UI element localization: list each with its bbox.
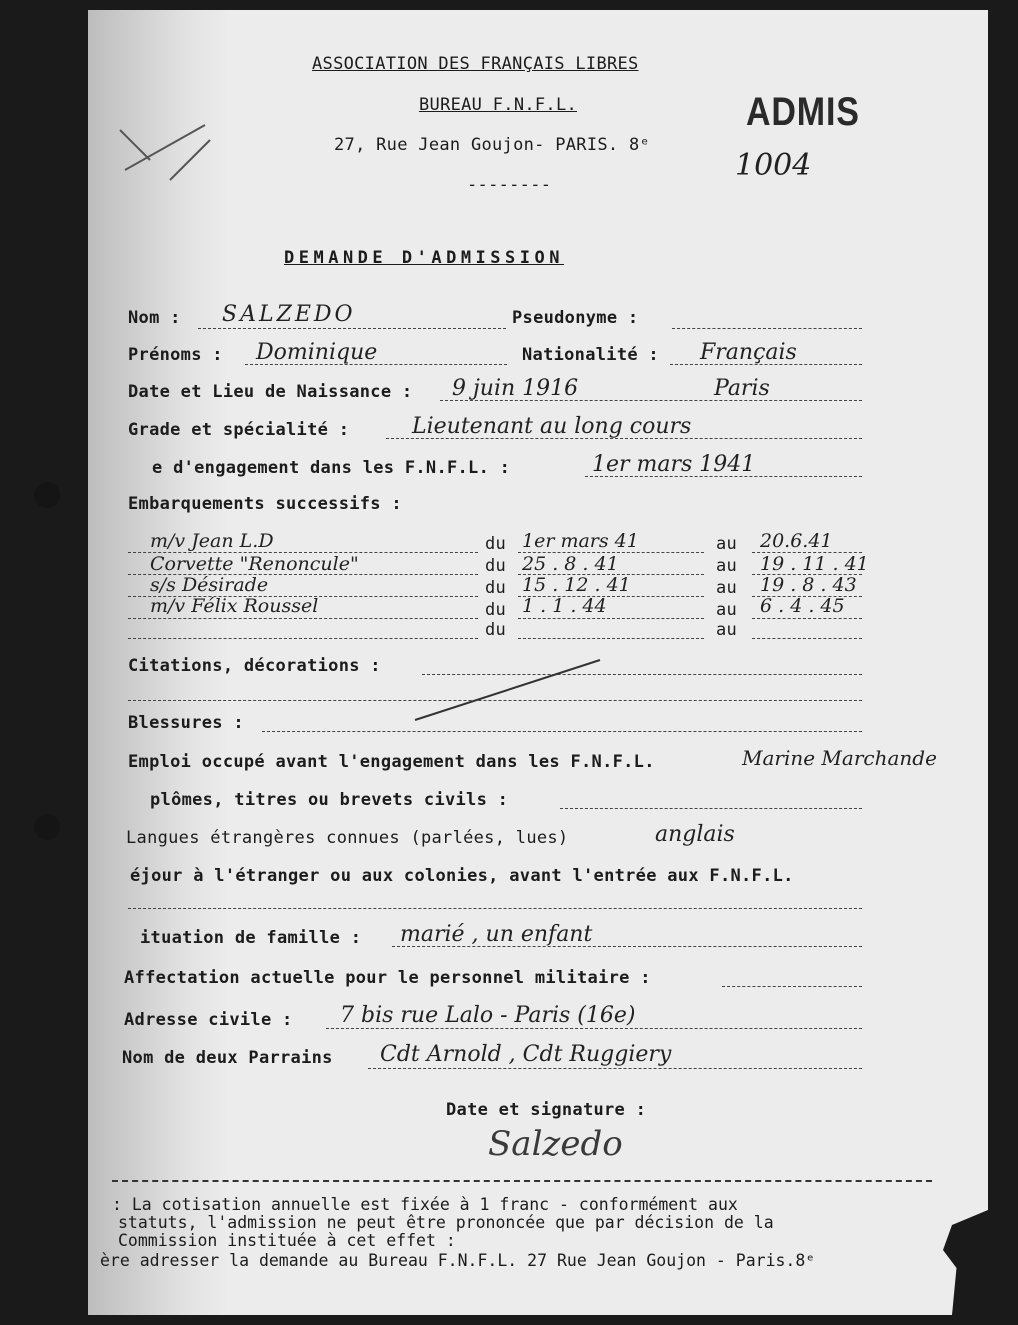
bureau-name: BUREAU F.N.F.L. [419,95,578,115]
au-line [752,618,862,619]
adresse-value: 7 bis rue Lalo - Paris (16e) [340,1003,636,1028]
parrains-value: Cdt Arnold , Cdt Ruggiery [380,1042,672,1067]
header-separator: -------- [467,175,552,195]
bureau-address: 27, Rue Jean Goujon- PARIS. 8ᵉ [334,135,651,155]
emploi-value: Marine Marchande [742,746,937,770]
sejour-label: éjour à l'étranger ou aux colonies, avant l'entrée aux F.N.F.L. [130,866,794,886]
nom-value: SALZEDO [222,302,356,327]
blessures-label: Blessures : [128,713,244,733]
punch-hole-bottom [34,814,60,840]
famille-value: marié , un enfant [400,922,593,947]
pseudonyme-label: Pseudonyme : [512,308,639,328]
embarquements-label: Embarquements successifs : [128,494,402,514]
ship-name: m/v Jean L.D [150,530,274,552]
association-name: ASSOCIATION DES FRANÇAIS LIBRES [312,54,639,74]
du-value: 15 . 12 . 41 [522,574,631,596]
affectation-label: Affectation actuelle pour le personnel militaire : [124,968,651,988]
famille-label: ituation de famille : [140,928,362,948]
du-line [518,638,704,639]
citations-label: Citations, décorations : [128,656,381,676]
du-label: du [485,600,507,620]
emploi-label: Emploi occupé avant l'engagement dans les F.N.F.L. [128,752,655,772]
nationalite-value: Français [700,340,797,365]
affectation-line [722,986,862,987]
au-value: 6 . 4 . 45 [760,595,845,617]
diplomes-line [560,808,862,809]
du-label: du [485,534,507,554]
signature-value: Salzedo [488,1124,623,1164]
ship-line [128,618,478,619]
prenoms-value: Dominique [256,340,378,365]
au-label: au [716,620,738,640]
du-value: 1 . 1 . 44 [522,595,607,617]
du-label: du [485,620,507,640]
du-label: du [485,556,507,576]
form-title: DEMANDE D'ADMISSION [284,248,564,268]
langues-label: Langues étrangères connues (parlées, lues) [126,828,569,848]
footer-line-1: : La cotisation annuelle est fixée à 1 franc - conformément aux [112,1195,738,1214]
diplomes-label: plômes, titres ou brevets civils : [150,790,509,810]
langues-value: anglais [655,822,735,847]
au-line [752,638,862,639]
ship-name: m/v Félix Roussel [150,595,319,617]
du-line [518,618,704,619]
du-value: 25 . 8 . 41 [522,553,619,575]
au-value: 19 . 8 . 43 [760,574,857,596]
ship-name: Corvette "Renoncule" [150,553,359,575]
footer-line-4: ère adresser la demande au Bureau F.N.F.L. 27 Rue Jean Goujon - Paris.8ᵉ [100,1251,816,1270]
strike-mark [410,655,610,725]
blessures-line [262,731,862,732]
admission-number: 1004 [735,148,812,183]
du-value: 1er mars 41 [522,530,639,552]
naissance-lieu: Paris [714,376,770,401]
parrains-line [368,1068,862,1069]
grade-value: Lieutenant au long cours [412,414,692,439]
au-label: au [716,578,738,598]
adresse-label: Adresse civile : [124,1010,293,1030]
pseudonyme-line [672,328,862,329]
nom-line [198,328,506,329]
naissance-date: 9 juin 1916 [452,376,579,401]
engagement-label: e d'engagement dans les F.N.F.L. : [152,458,511,478]
grade-label: Grade et spécialité : [128,420,350,440]
footer-line-2: statuts, l'admission ne peut être prononcée que par décision de la [118,1213,774,1232]
adresse-line [326,1028,862,1029]
au-label: au [716,534,738,554]
sejour-line [128,908,862,909]
ship-line [128,638,478,639]
du-label: du [485,578,507,598]
au-value: 19 . 11 . 41 [760,553,869,575]
signature-label: Date et signature : [446,1100,647,1120]
au-label: au [716,556,738,576]
nationalite-label: Nationalité : [522,345,659,365]
naissance-label: Date et Lieu de Naissance : [128,382,413,402]
prenoms-label: Prénoms : [128,345,223,365]
footer-separator [112,1180,932,1182]
pencil-mark [110,110,230,210]
nom-label: Nom : [128,308,181,328]
engagement-value: 1er mars 1941 [592,452,756,477]
ship-name: s/s Désirade [150,574,269,596]
punch-hole-top [34,482,60,508]
admis-stamp: ADMIS [746,90,860,134]
au-value: 20.6.41 [760,530,833,552]
au-label: au [716,600,738,620]
parrains-label: Nom de deux Parrains [122,1048,333,1068]
footer-line-3: Commission instituée à cet effet : [118,1231,456,1250]
